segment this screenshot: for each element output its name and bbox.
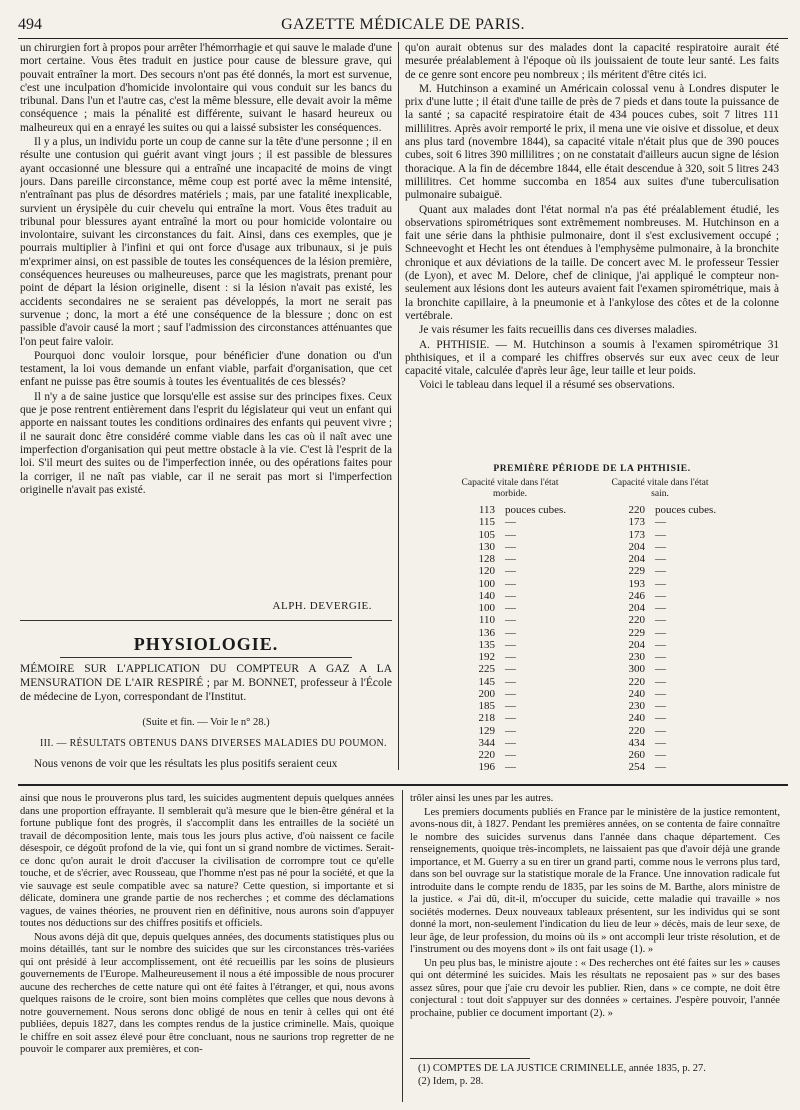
table-cell-value: 220 [478, 749, 495, 761]
table-cell-unit: — [655, 687, 666, 700]
table-cell-value: 229 [628, 565, 645, 578]
table-cell-value: 173 [628, 528, 645, 541]
table-row [405, 676, 779, 688]
table-cell-unit: — [505, 761, 516, 774]
table-cell-unit: — [505, 602, 516, 614]
page-header [18, 14, 788, 39]
section-separator [20, 620, 392, 621]
table-cell-value: 246 [628, 589, 645, 602]
table-row [405, 516, 779, 528]
table-cell-value: 204 [628, 602, 645, 614]
table-cell-unit: — [505, 687, 516, 700]
table-cell-value: 204 [628, 553, 645, 565]
table-cell-unit: — [655, 712, 666, 725]
table-cell-unit: — [505, 528, 516, 541]
table-row [405, 688, 779, 700]
table-cell-unit: — [655, 528, 666, 541]
table-cell-value: 110 [478, 614, 495, 627]
table-cell-value: 204 [628, 638, 645, 651]
table-cell-value: 204 [628, 540, 645, 553]
table-cell-value: 192 [478, 651, 495, 663]
footnotes [410, 1062, 780, 1088]
table-cell-value: 220 [628, 675, 645, 688]
table-cell-unit: — [505, 589, 516, 602]
table-cell-unit: — [505, 626, 516, 639]
paragraph: Il y a plus, un individu porte un coup de canne sur la tête d'une personne ; il en résulte une contusion qui guérit avant vingt jours ; il est passible de blessures ayant occasionné une blessure qui a entraîné une incapacité de moins de vingt jours. Dans pareille circonstance, même coup est porté avec la même intensité, n'entraînant pas plus de désordres matériels ; mais, par une fatalité inexplicable, survient un érysipèle du cuir chevelu qui entraîne la mort. Vous êtes traduit au tribunal pour blessures ayant entraîné la mort ou pour homicide volontaire ou involontaire, suivant les circonstances du fait. Ainsi, dans ces exemples, que je pourrais multiplier à l'infini et qui ont force d'usage aux tribunaux, si je puis m'exprimer ainsi, on est passible de toutes les conséquences de la lésion première, conséquences heureuses ou malheureuses, parce que les magistrats, prenant pour point de départ la lésion originelle, disent : si la lésion n'avait pas existé, les accidents secondaires ne se seraient pas développés, la mort ne serait pas survenue ; donc, la mort a été une conséquence de la blessure ; donc on est passible d'avoir causé la mort ; sauf l'admission des circonstances atténuantes que l'on peut faire valoir. [20, 136, 392, 348]
table-cell-unit: — [505, 553, 516, 565]
table-row [405, 553, 779, 565]
table-row [405, 663, 779, 675]
right-column-bottom [410, 793, 780, 1055]
table-cell-unit: — [655, 700, 666, 712]
table-cell-unit: pouces cubes. [505, 504, 567, 516]
table-cell-value: 100 [478, 577, 495, 590]
table-cell-value: 185 [478, 700, 495, 712]
table-cell-unit: — [505, 577, 516, 590]
paragraph: Les premiers documents publiés en France par le ministère de la justice remontent, avons-nous dit, à 1827. Pendant les premières années, on se contenta de faire connaître le nombre des suicides survenus dans l'année dans chaque département. Ces renseignements, quoique très-incomplets, ne laissaient pas que d'avoir déjà une grande importance, et M. Guerry a su en tirer un grand parti, comme nous le verrons plus tard, dans son bel ouvrage sur la statistique morale de la France. Une innovation radicale fut introduite dans le compte rendu de 1835, par les soins de M. Barthe, alors ministre de la justice. « J'ai dû, dit-il, m'occuper du suicide, cette maladie qui travaille » nos sociétés modernes. Deux nouveaux tableaux présentent, sur les individus qui se sont donné la mort, non-seulement l'indication du lieu de leur » décès, mais de leur sexe, de leur âge, de leur profession, du moins où ils » ont accompli leur triste résolution, et de l'instrument ou des moyens dont » ils ont fait usage (1). » [410, 806, 780, 955]
table-cell-unit: — [655, 614, 666, 627]
table-cell-unit: — [505, 749, 516, 761]
memoir-title: MÉMOIRE SUR L'APPLICATION DU COMPTEUR A GAZ A LA MENSURATION DE L'AIR RESPIRÉ ; par M. BONNET, professeur à l'École de médecine de Lyon, correspondant de l'Institut. [20, 663, 392, 703]
table-row [405, 761, 779, 773]
footnote: (2) Idem, p. 28. [418, 1076, 484, 1087]
page-horizontal-rule [18, 784, 788, 786]
table-cell-unit: — [505, 565, 516, 578]
table-cell-value: 220 [628, 504, 645, 516]
table-cell-value: 240 [628, 687, 645, 700]
table-cell-unit: — [505, 712, 516, 725]
left-column-bottom [20, 793, 394, 1095]
table-cell-unit: — [655, 565, 666, 578]
table-cell-value: 129 [478, 724, 495, 737]
table-cell-unit: — [505, 614, 516, 627]
table-row [405, 529, 779, 541]
right-column-top [405, 42, 779, 460]
paragraph: Quant aux malades dont l'état normal n'a pas été préalablement étudié, les observations spirométriques sont extrêmement nombreuses. M. Hutchinson en a fait une série dans la phthisie pulmonaire, dont il s'est exclusivement occupé ; Schneevoght et Hecht les ont étendues à l'emphysème pulmonaire, à la bronchite chronique et aux déviations de la taille. De concert avec M. le professeur Tessier (de Lyon), et avec M. Delore, chef de clinique, j'ai appliqué le compteur non-seulement aux lésions dont les auteurs avaient fait l'examen spirométrique, mais à la bronchite capillaire, à la pneumonie et à l'ankylose des côtes et de la colonne vertébrale. [405, 203, 779, 322]
table-cell-value: 140 [478, 589, 495, 602]
table-row [405, 614, 779, 626]
table-header-morbid: Capacité vitale dans l'état morbide. [461, 478, 559, 499]
table-row [405, 504, 779, 516]
table-cell-value: 100 [478, 602, 495, 614]
paragraph: Voici le tableau dans lequel il a résumé ses observations. [419, 379, 675, 392]
table-row [405, 578, 779, 590]
table-cell-value: 434 [628, 736, 645, 749]
paragraph: Pourquoi donc vouloir lorsque, pour bénéficier d'une donation ou d'un testament, la loi vous demande un enfant viable, parfait d'organisation, que cet enfant ne puisse pas être soumis à toutes les éventualités de ces blessés? [20, 349, 392, 389]
left-column-top [20, 42, 392, 607]
table-cell-unit: — [655, 663, 666, 676]
table-cell-unit: — [655, 736, 666, 749]
signature-text: ALPH. DEVERGIE. [272, 600, 372, 612]
paragraph: Il n'y a de saine justice que lorsqu'elle est assise sur des principes fixes. Ceux que je pose rentrent entièrement dans l'esprit du législateur qui veut un enfant qui apporte en naissant toutes les conditions ordinaires des enfants qui peuvent vivre ; il ne saurait donc être considéré comme viable dans les cas où il naît avec une imperfection d'organisation qui peut mettre obstacle à la vie. C'est là l'esprit de la loi. S'il meurt des suites ou de l'imperfection innée, ou des opérations faites pour la corriger, il ne naît pas viable, car il ne serait pas mort si l'imperfection originelle n'avait pas existé. [20, 390, 392, 496]
table-cell-value: 173 [628, 516, 645, 529]
table-cell-unit: — [505, 700, 516, 712]
table-cell-unit: — [655, 540, 666, 553]
table-row [405, 725, 779, 737]
paragraph: Nous avons déjà dit que, depuis quelques années, des documents statistiques plus ou moins détaillés, tant sur le nombre des suicides que sur les circonstances très-variées qui ont présidé à leur accomplissement, ont été recueillis par les soins de plusieurs gouvernements de l'Europe. Malheureusement il nous a été impossible de nous procurer aucune des recherches de cette nature qui ont été faites à l'étranger, et qui, nous avons quelques raisons de le croire, sont bien moins complètes que celles que nous devons à notre gouvernement. Nous serons donc obligé de nous en tenir à celles qui ont été publiées, depuis 1827, dans les comptes rendus de la justice criminelle. Mais, quoique le chiffre en soit assez élevé pour être concluant, nous ne saurions trop regretter de ne pouvoir le comparer aux premières, et con- [20, 931, 394, 1055]
table-cell-value: 220 [628, 614, 645, 627]
table-cell-unit: — [655, 589, 666, 602]
table-row [405, 541, 779, 553]
title-rule [60, 657, 352, 658]
table-cell-value: 218 [478, 712, 495, 725]
table-cell-value: 130 [478, 540, 495, 553]
table-cell-unit: — [505, 724, 516, 737]
table-cell-unit: — [655, 638, 666, 651]
table-row [405, 602, 779, 614]
table-cell-unit: — [655, 675, 666, 688]
footnote-rule [410, 1058, 530, 1059]
table-row [405, 712, 779, 724]
paragraph: ainsi que nous le prouverons plus tard, les suicides augmentent depuis quelques années dans une proportion effrayante. Il semblerait qu'à mesure que le bien-être général et la fortune publique font des progrès, il s'accomplit dans les entrailles de la société un travail de décomposition lente, mais tous les jours plus active, d'où naissent ce facile désespoir, ce dégoût profond de la vie, qui font un si grand nombre de victimes. Serait-ce donc qu'on aurait le droit d'accuser la civilisation de corrompre tout ce qu'elle touche, et de s'écrier, avec Rousseau, que l'homme n'est pas né pour la société, et que la vie sauvage est seule compatible avec sa nature? Cette question, si importante et si délicate, dominera une grande partie de nos recherches ; et comme des déclamations vagues, de vaines théories, ne prouvent rien en définitive, nous aurons soin d'appuyer toutes nos déductions sur des chiffres positifs et officiels. [20, 793, 394, 929]
table-cell-unit: — [505, 663, 516, 676]
table-row [405, 700, 779, 712]
paragraph: A. PHTHISIE. — M. Hutchinson a soumis à l'examen spirométrique 31 phthisiques, et il a comparé les chiffres observés sur eux avec ceux de leur capacité vitale, calculée d'après leur âge, leur taille et leur poids. [405, 338, 779, 378]
table-cell-value: 300 [628, 663, 645, 676]
table-cell-value: 220 [628, 724, 645, 737]
table-cell-value: 225 [478, 663, 495, 676]
table-cell-unit: — [505, 540, 516, 553]
table-cell-value: 260 [628, 749, 645, 761]
paragraph: Nous venons de voir que les résultats les plus positifs seraient ceux [34, 758, 338, 770]
table-cell-value: 115 [478, 516, 495, 529]
footnote: (1) COMPTES DE LA JUSTICE CRIMINELLE, année 1835, p. 27. [418, 1063, 706, 1074]
table-cell-value: 113 [478, 504, 495, 516]
paragraph: Un peu plus bas, le ministre ajoute : « Des recherches ont été faites sur les » causes qui ont déterminé les suicides. Mais les résultats ne reposaient pas » sur des bases assez sûres, pour que j'aie cru devoir les publier. Rien, dans » ce compte, ne doit être conjectural : tout doit s'appuyer sur des données » certaines. J'espère pouvoir, l'année prochaine, publier ce document important (2). » [410, 957, 780, 1019]
table-row [405, 627, 779, 639]
table-cell-value: 344 [478, 736, 495, 749]
table-cell-unit: — [505, 516, 516, 529]
table-cell-unit: — [655, 724, 666, 737]
table-row [405, 749, 779, 761]
table-cell-value: 254 [628, 761, 645, 774]
capacity-table [405, 504, 779, 774]
column-divider [398, 42, 399, 770]
table-cell-unit: — [655, 516, 666, 529]
table-cell-value: 128 [478, 553, 495, 565]
paragraph: trôler ainsi les unes par les autres. [410, 793, 554, 804]
table-cell-value: 240 [628, 712, 645, 725]
section-title: PHYSIOLOGIE. [133, 634, 279, 654]
table-cell-unit: — [655, 626, 666, 639]
paragraph: qu'on aurait obtenus sur des malades dont la capacité respiratoire aurait été mesurée préalablement à l'époque où ils jouissaient de toute leur santé. Les faits de ce genre sont encore peu nombreux ; ils méritent d'être cités ici. [405, 42, 779, 81]
table-row [405, 737, 779, 749]
table-cell-unit: — [505, 638, 516, 651]
page-number: 494 [18, 16, 42, 33]
table-row [405, 639, 779, 651]
journal-title: GAZETTE MÉDICALE DE PARIS. [281, 16, 525, 33]
continuation-note: (Suite et fin. — Voir le n° 28.) [142, 717, 270, 728]
table-cell-value: 230 [628, 651, 645, 663]
table-cell-value: 200 [478, 687, 495, 700]
table-cell-value: 230 [628, 700, 645, 712]
table-title: PREMIÈRE PÉRIODE DE LA PHTHISIE. [493, 464, 691, 474]
table-cell-unit: — [505, 651, 516, 663]
table-cell-unit: — [655, 602, 666, 614]
table-cell-value: 120 [478, 565, 495, 578]
table-cell-unit: — [655, 577, 666, 590]
table-cell-value: 136 [478, 626, 495, 639]
paragraph: M. Hutchinson a examiné un Américain colossal venu à Londres disputer le prix d'une lutte ; il était d'une taille de près de 7 pieds et dans toute la puissance de la santé ; sa capacité respiratoire était de 434 pouces cubes, soit 7 litres 111 millilitres. Après avoir remporté le prix, il mena une vie oisive et dissolue, et deux ans plus tard (novembre 1844), sa capacité vitale n'était plus que de 390 pouces cubes, soit 6 litres 390 millilitres ; on ne constatait d'ailleurs aucun signe de lésion thoracique. A la fin de décembre 1844, elle était descendue à 320, soit 5 litres 243 millilitres. Cet homme succomba en 1854 aux suites d'une tuberculisation pulmonaire subaiguë. [405, 82, 779, 202]
table-cell-value: 135 [478, 638, 495, 651]
table-header-healthy: Capacité vitale dans l'état sain. [611, 478, 709, 499]
table-cell-unit: — [655, 651, 666, 663]
table-cell-unit: — [655, 761, 666, 774]
column-divider-bottom [402, 790, 403, 1102]
table-row [405, 590, 779, 602]
paragraph: un chirurgien fort à propos pour arrêter l'hémorrhagie et qui sauve le malade d'une mort certaine. Vous êtes traduit en justice pour cause de blessure grave, qui pouvait entraîner la mort. Des secours n'ont pas été donnés, la mort est survenue, c'est une inculpation d'homicide involontaire qui vous conduit sur les bancs du tribunal. Dans l'un et l'autre cas, c'est la même blessure, elle devait avoir la même conséquence ; mais la pénalité est différente, suivant le hasard heureux ou malheureux qui en a enrayé les suites ou qui a laissé subsister les conséquences. [20, 42, 392, 134]
table-cell-value: 105 [478, 528, 495, 541]
table-row [405, 651, 779, 663]
author-signature [20, 600, 392, 612]
table-cell-value: 193 [628, 577, 645, 590]
table-row [405, 565, 779, 577]
table-cell-unit: — [655, 749, 666, 761]
table-cell-value: 145 [478, 675, 495, 688]
table-cell-unit: pouces cubes. [655, 504, 717, 516]
table-cell-unit: — [505, 675, 516, 688]
table-cell-unit: — [505, 736, 516, 749]
table-cell-value: 196 [478, 761, 495, 774]
subsection-heading: III. — RÉSULTATS OBTENUS DANS DIVERSES MALADIES DU POUMON. [40, 738, 387, 749]
paragraph: Je vais résumer les faits recueillis dans ces diverses maladies. [419, 324, 697, 337]
table-cell-unit: — [655, 553, 666, 565]
table-cell-value: 229 [628, 626, 645, 639]
